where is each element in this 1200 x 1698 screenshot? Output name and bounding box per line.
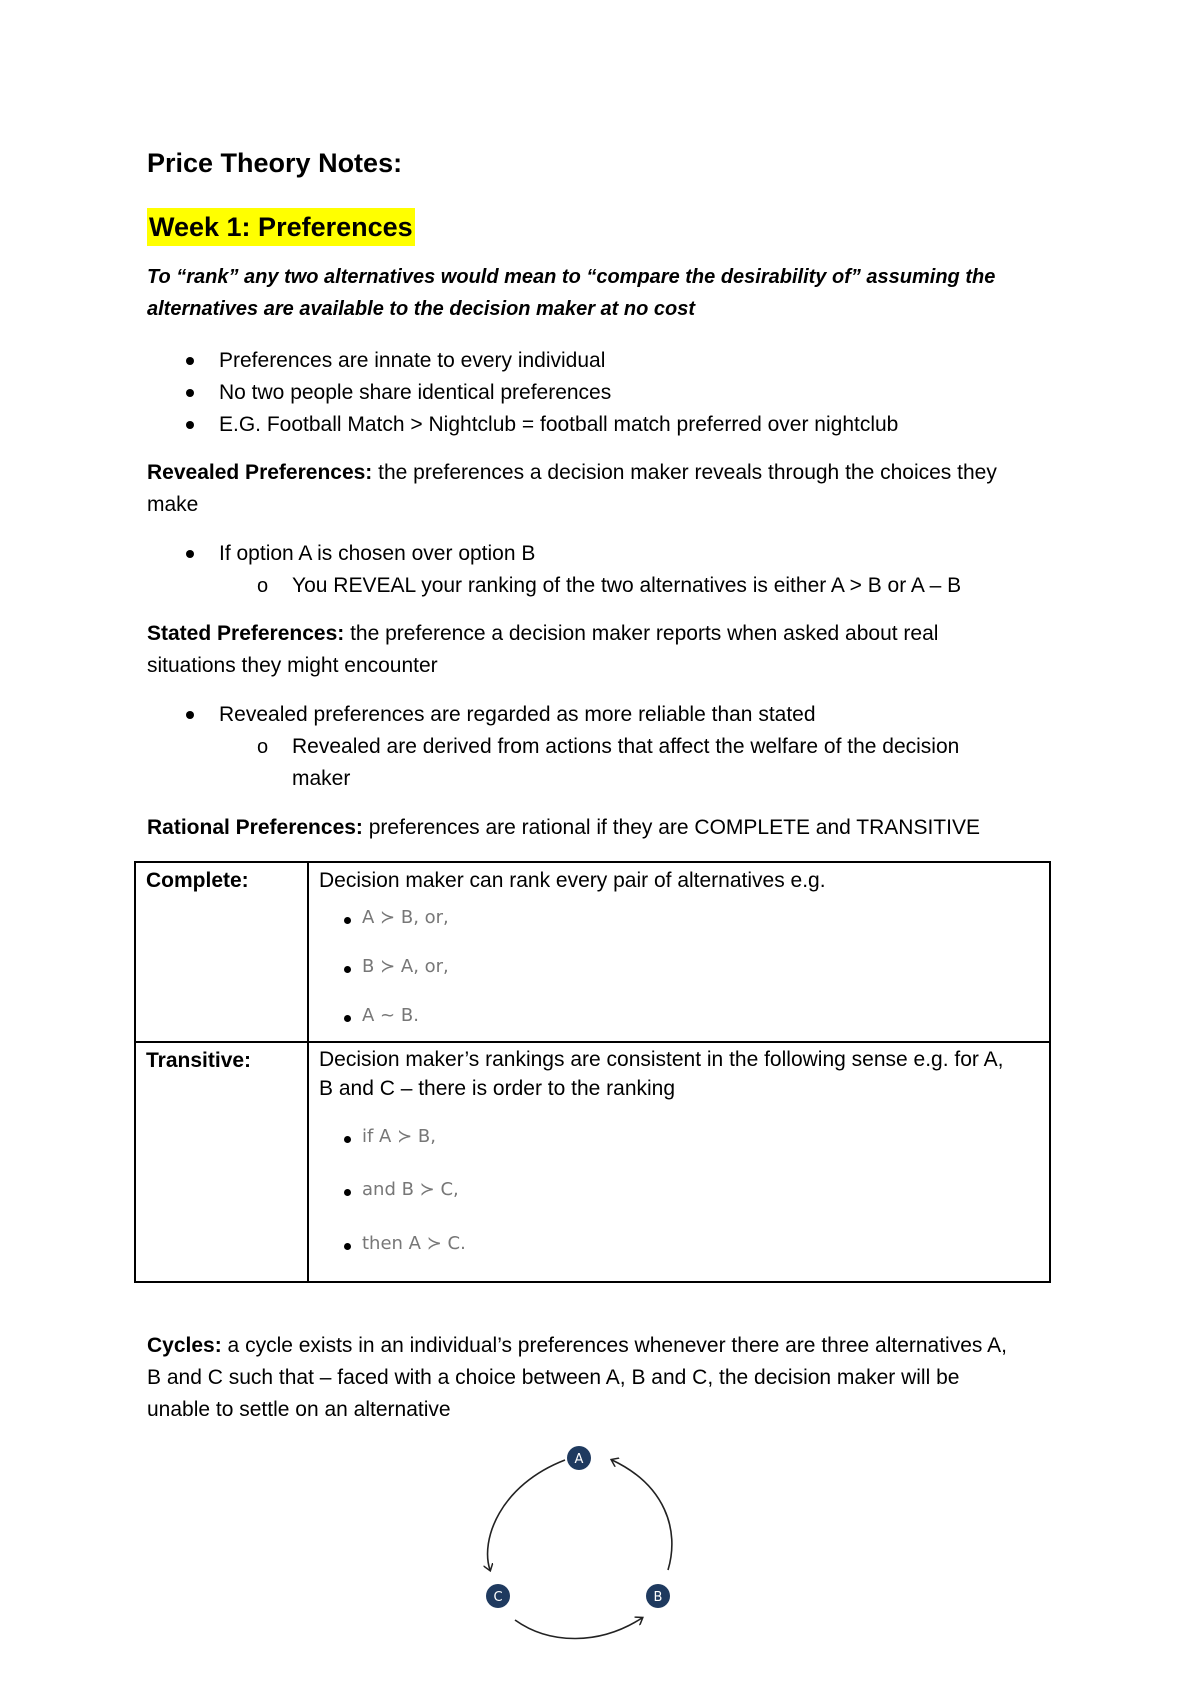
table-cell-desc [308, 1042, 1050, 1282]
rational-term: Rational Preferences: [147, 816, 363, 839]
node-b [646, 1584, 670, 1608]
stated-def-line-2: situations they might encounter [147, 654, 438, 677]
bullet-dot [186, 389, 194, 397]
intro-line-1: To “rank” any two alternatives would mean to “compare the desirability of” assuming the [147, 266, 996, 288]
table-cell-label [135, 1042, 308, 1282]
definitions-table [134, 861, 1051, 1283]
list-item: If option A is chosen over option B [219, 542, 536, 565]
complete-item: A ~ B. [362, 1005, 419, 1026]
stated-def-line-1: the preference a decision maker reports when asked about real [344, 622, 939, 645]
bullet-dot [344, 1015, 351, 1022]
complete-label: Complete: [146, 869, 249, 892]
revealed-definition [147, 457, 997, 489]
complete-item: B ≻ A, or, [362, 956, 449, 977]
bullet-dot [344, 1243, 351, 1250]
bullet-dot [186, 421, 194, 429]
sub-bullet-marker: o [257, 575, 269, 597]
bullet-dot [186, 550, 194, 558]
bullet-dot [344, 1136, 351, 1143]
node-a [567, 1446, 591, 1470]
list-item: No two people share identical preferences [219, 381, 612, 404]
node-a-label: A [574, 1452, 584, 1467]
cycles-definition [147, 1330, 1007, 1362]
complete-desc: Decision maker can rank every pair of alternatives e.g. [319, 869, 826, 892]
bullet-dot [344, 966, 351, 973]
revealed-def-line-1: the preferences a decision maker reveals through the choices they [372, 461, 997, 484]
table-row [135, 862, 1050, 1042]
cycles-term: Cycles: [147, 1334, 222, 1357]
complete-item: A ≻ B, or, [362, 907, 449, 928]
cycle-diagram [470, 1430, 710, 1640]
transitive-item: then A ≻ C. [362, 1233, 466, 1254]
bullet-dot [186, 357, 194, 365]
node-c-label: C [493, 1590, 503, 1605]
list-subitem: You REVEAL your ranking of the two alternatives is either A > B or A – B [292, 574, 962, 597]
list-item: E.G. Football Match > Nightclub = football match preferred over nightclub [219, 413, 899, 436]
stated-term: Stated Preferences: [147, 622, 345, 645]
table-cell-label [135, 862, 308, 1042]
node-b-label: B [653, 1590, 663, 1605]
rational-definition [147, 812, 980, 844]
bullet-dot [186, 711, 194, 719]
transitive-desc-line-1: Decision maker’s rankings are consistent in the following sense e.g. for A, [319, 1048, 1004, 1071]
bullet-dot [344, 917, 351, 924]
transitive-desc-line-2: B and C – there is order to the ranking [319, 1077, 676, 1100]
page-title: Price Theory Notes: [147, 148, 403, 178]
node-c [486, 1584, 510, 1608]
transitive-label: Transitive: [146, 1049, 252, 1072]
cycles-line-1: a cycle exists in an individual’s preferences whenever there are three alternatives A, [221, 1334, 1007, 1357]
sub-bullet-marker: o [257, 736, 269, 758]
list-subitem-cont: maker [292, 767, 351, 790]
cycles-line-2: B and C such that – faced with a choice between A, B and C, the decision maker will be [147, 1366, 960, 1389]
stated-definition [147, 618, 938, 650]
week-heading: Week 1: Preferences [147, 208, 415, 246]
transitive-item: and B ≻ C, [362, 1179, 459, 1200]
cycle-arrow-a-to-c [488, 1460, 565, 1570]
table-row [135, 1042, 1050, 1282]
table-cell-desc [308, 862, 1050, 1042]
list-subitem: Revealed are derived from actions that affect the welfare of the decision [292, 735, 960, 758]
list-item: Revealed preferences are regarded as more reliable than stated [219, 703, 816, 726]
revealed-def-line-2: make [147, 493, 199, 516]
list-item: Preferences are innate to every individual [219, 349, 606, 372]
cycle-arrow-b-to-a [612, 1460, 672, 1570]
rational-def: preferences are rational if they are COMPLETE and TRANSITIVE [362, 816, 980, 839]
transitive-item: if A ≻ B, [362, 1126, 436, 1147]
bullet-dot [344, 1189, 351, 1196]
cycles-line-3: unable to settle on an alternative [147, 1398, 451, 1421]
revealed-term: Revealed Preferences: [147, 461, 373, 484]
cycle-arrow-c-to-b [515, 1618, 642, 1639]
intro-line-2: alternatives are available to the decision maker at no cost [147, 298, 695, 320]
